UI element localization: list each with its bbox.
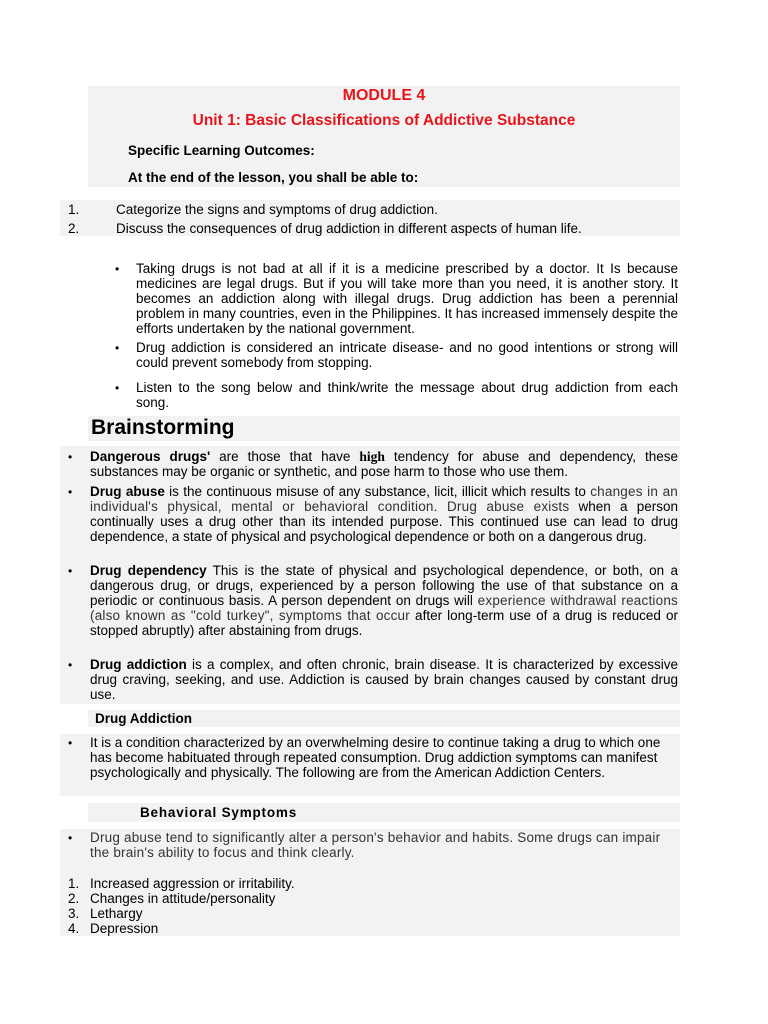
bullet-icon: •: [115, 341, 120, 355]
symptom-1-text: Increased aggression or irritability.: [90, 876, 295, 891]
term-drug-dependency: Drug dependency: [90, 563, 207, 578]
bullet-icon: •: [68, 736, 73, 750]
emph-high: high: [359, 449, 385, 464]
def-drug-dependency: Drug dependency This is the state of physical and psychological dependence, or both, on a dangerous drug, or drugs, experienced by a person following the use of that substance on a periodic or continuous basis. A person dependent on drugs will experience withdrawal reactions (also known as "cold turkey", symptoms that occur after long-term use of a drug is reduced or stopped abruptly) after abstaining from drugs.: [90, 563, 678, 638]
symptom-3-number: 3.: [68, 906, 80, 921]
def-drug-addiction: Drug addiction is a complex, and often chronic, brain disease. It is characterized by excessive drug craving, seeking, and use. Addiction is caused by brain changes caused by constant drug use.: [90, 657, 678, 702]
bullet-icon: •: [68, 831, 73, 845]
def-drug-abuse: Drug abuse is the continuous misuse of any substance, licit, illicit which results to changes in an individual's physical, mental or behavioral condition. Drug abuse exists when a person continually uses a drug other than its intended purpose. This continued use can lead to drug dependence, a state of physical and psychological dependence or both on a dangerous drug.: [90, 484, 679, 544]
outcome-2-number: 2.: [68, 221, 80, 236]
symptom-3-text: Lethargy: [90, 906, 143, 921]
term-dangerous-drugs: Dangerous drugs': [90, 449, 211, 464]
bullet-icon: •: [68, 564, 73, 578]
intro-bullet-3: Listen to the song below and think/write the message about drug addiction from each song.: [136, 380, 678, 410]
module-title: MODULE 4: [342, 87, 426, 104]
outcomes-label: Specific Learning Outcomes:: [128, 143, 315, 158]
unit-title: Unit 1: Basic Classifications of Addictive Substance: [192, 112, 576, 129]
bullet-icon: •: [68, 450, 73, 464]
term-drug-abuse: Drug abuse: [90, 484, 165, 499]
symptom-2-number: 2.: [68, 891, 80, 906]
intro-bullet-1: Taking drugs is not bad at all if it is a medicine prescribed by a doctor. It Is because medicines are legal drugs. But if you will take more than you need, it is another story. It becomes an addiction along with illegal drugs. Drug addiction has been a perennial problem in many countries, even in the Philippines. It has increased immensely despite the efforts undertaken by the national government.: [136, 261, 678, 336]
bullet-icon: •: [68, 485, 73, 499]
symptom-4-number: 4.: [68, 921, 80, 936]
bullet-icon: •: [115, 381, 120, 395]
behavioral-heading: Behavioral Symptoms: [140, 805, 297, 820]
symptom-1-number: 1.: [68, 876, 80, 891]
outcomes-intro: At the end of the lesson, you shall be able to:: [128, 170, 419, 185]
drug-addiction-heading: Drug Addiction: [95, 711, 192, 726]
outcome-1-text: Categorize the signs and symptoms of drug addiction.: [116, 202, 438, 217]
drug-addiction-text: It is a condition characterized by an overwhelming desire to continue taking a drug to which one has become habituated through repeated consumption. Drug addiction symptoms can manifest psychologically and physically. The following are from the American Addiction Centers.: [90, 735, 661, 780]
bullet-icon: •: [68, 658, 73, 672]
bullet-icon: •: [115, 262, 120, 276]
outcome-2-text: Discuss the consequences of drug addiction in different aspects of human life.: [116, 221, 582, 236]
intro-bullet-2: Drug addiction is considered an intricate disease- and no good intentions or strong will could prevent somebody from stopping.: [136, 340, 678, 370]
symptom-2-text: Changes in attitude/personality: [90, 891, 276, 906]
brainstorming-heading: Brainstorming: [91, 416, 235, 439]
behavioral-text: Drug abuse tend to significantly alter a person's behavior and habits. Some drugs can impair the brain's ability to focus and think clearly.: [90, 830, 661, 860]
symptom-4-text: Depression: [90, 921, 159, 936]
term-drug-addiction: Drug addiction: [90, 657, 187, 672]
def-dangerous-drugs: Dangerous drugs' are those that have high tendency for abuse and dependency, these substances may be organic or synthetic, and pose harm to those who use them.: [90, 449, 678, 479]
outcome-1-number: 1.: [68, 202, 80, 217]
